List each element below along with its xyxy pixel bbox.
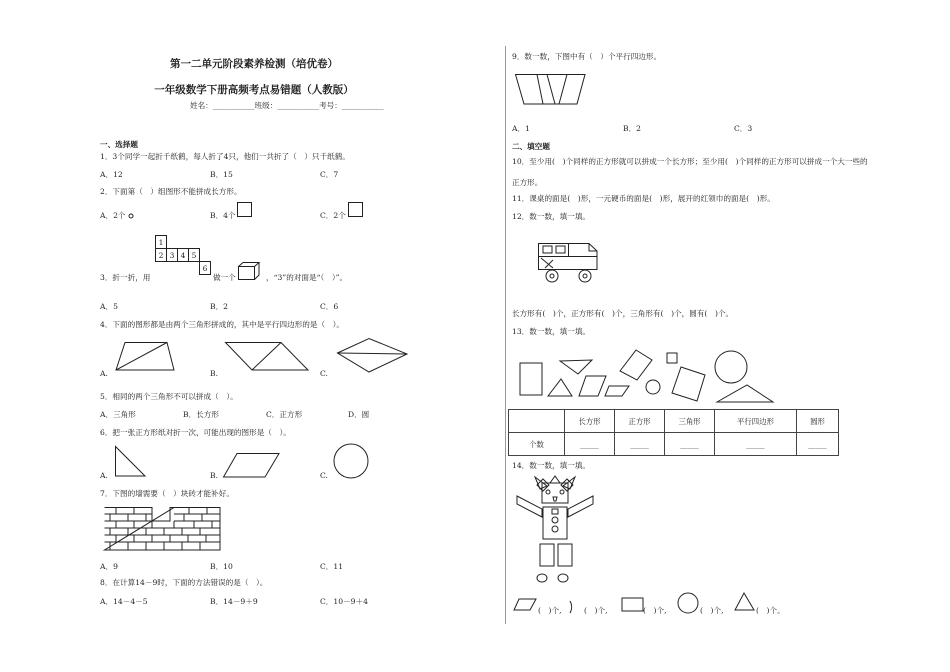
q6-option-c: C.: [320, 471, 328, 480]
q9-option-c: C．3: [734, 124, 753, 133]
q14-blank-triangle[interactable]: ( )个。: [756, 606, 785, 615]
brick-wall-figure: [104, 505, 222, 551]
q3-stem-c: ，“3”的对面是“（ ）”。: [266, 273, 348, 282]
table-row: [509, 433, 839, 456]
cube-net-figure: [155, 235, 215, 277]
q8-option-b: B．14－9＋9: [210, 597, 258, 606]
q5-option-c: C．正方形: [266, 410, 303, 419]
title-sub: 一年级数学下册高频考点易错题（人教版）: [154, 84, 354, 96]
shape-triangle: [717, 385, 773, 402]
small-circle-icon: [128, 212, 136, 220]
rectangle-icon: [621, 597, 645, 615]
section-fill: 二、填空题: [512, 142, 550, 151]
q10-line2: 正方形。: [512, 178, 543, 187]
truck-figure: [535, 240, 601, 286]
q1-option-c: C．7: [320, 170, 339, 179]
section-choice: 一、选择题: [100, 140, 138, 149]
shape-triangle: [548, 379, 572, 396]
q12-answer: 长方形有( )个，正方形有( )个，三角形有( )个，圆有( )个。: [512, 309, 734, 318]
q2-option-c: C．2个: [320, 211, 346, 220]
q7-stem: 7．下图的墙需要（ ）块砖才能补好。: [100, 489, 234, 498]
q7-option-a: A．9: [100, 562, 118, 571]
q8-stem: 8．在计算14－9时，下面的方法错误的是（ ）。: [100, 578, 268, 587]
cube-icon: [238, 262, 262, 280]
q13-stem: 13．数一数，填一填。: [512, 327, 591, 336]
q2-stem: 2．下面第（ ）组图形不能拼成长方形。: [100, 187, 242, 196]
q11-stem: 11．课桌的面是( )形，一元硬币的面是( )形，展开的红领巾的面是( )形。: [512, 194, 775, 203]
q3-option-c: C．6: [320, 302, 339, 311]
shape-robot-figure: [513, 474, 599, 586]
q8-option-c: C．10－9＋4: [320, 597, 368, 606]
q5-option-b: B．长方形: [183, 410, 219, 419]
circle-icon: [677, 592, 701, 616]
q6-option-b: B.: [210, 471, 218, 480]
q14-blank-rectangle[interactable]: ( )个,: [643, 606, 667, 615]
net-face-3: 3: [169, 251, 175, 260]
answer-blank[interactable]: _____: [715, 433, 797, 456]
table-header-row: [509, 410, 839, 433]
q4-shape-b: [225, 342, 309, 372]
q8-option-a: A．14－4－5: [100, 597, 148, 606]
q5-option-a: A．三角形: [100, 410, 136, 419]
net-face-6: 6: [202, 264, 208, 273]
table-header-cell: 平行四边形: [715, 410, 797, 433]
q9-stem: 9．数一数，下图中有（ ）个平行四边形。: [512, 52, 662, 61]
q3-stem-b: 做一个: [213, 273, 236, 282]
semicircle-icon: [569, 600, 583, 614]
q12-stem: 12．数一数，填一填。: [512, 212, 591, 221]
shape-parallelogram: [579, 376, 606, 396]
q3-stem-a: 3．折一折，用: [100, 273, 151, 282]
parallelogram-icon: [513, 598, 537, 612]
net-face-2: 2: [158, 251, 164, 260]
q14-stem: 14．数一数，填一填。: [512, 461, 591, 470]
shape-square: [667, 353, 677, 363]
square-icon: [348, 202, 364, 218]
table-header-cell: [509, 410, 565, 433]
shape-rectangle-tilted: [620, 350, 652, 380]
table-header-cell: 三角形: [665, 410, 715, 433]
shape-rectangle: [520, 363, 542, 395]
q1-option-a: A．12: [100, 170, 123, 179]
q13-shapes-figure: [516, 347, 776, 405]
answer-blank[interactable]: _____: [615, 433, 665, 456]
table-header-cell: 圆形: [796, 410, 838, 433]
q9-option-b: B．2: [623, 124, 642, 133]
net-face-1: 1: [158, 238, 164, 247]
table-header-cell: 正方形: [615, 410, 665, 433]
student-info: 姓名：___________班级：___________考号：___________: [190, 101, 384, 110]
q7-option-b: B．10: [210, 562, 233, 571]
answer-blank[interactable]: _____: [665, 433, 715, 456]
column-divider: [505, 46, 506, 624]
shape-circle: [715, 351, 747, 383]
q14-blank-semicircle[interactable]: ( )个,: [584, 606, 608, 615]
answer-blank[interactable]: _____: [565, 433, 615, 456]
row-label: 个数: [509, 433, 565, 456]
q5-stem: 5．相同的两个三角形不可以拼成（ ）。: [100, 392, 238, 401]
q6-parallelogram: [223, 453, 281, 479]
q4-option-b: B.: [210, 369, 218, 378]
q14-blank-parallelogram[interactable]: ( )个,: [538, 606, 562, 615]
q2-option-a: A．2个: [100, 211, 126, 220]
q6-triangle: [115, 446, 147, 478]
q14-blank-circle[interactable]: ( )个,: [700, 606, 724, 615]
q6-option-a: A.: [100, 471, 108, 480]
title-main: 第一二单元阶段素养检测（培优卷）: [170, 58, 338, 70]
q4-option-a: A.: [100, 369, 108, 378]
shape-triangle: [560, 360, 592, 374]
q6-circle: [333, 443, 371, 481]
q9-trapezoid-figure: [515, 74, 587, 106]
shape-square-tilted: [672, 367, 705, 401]
q13-count-table: [508, 409, 839, 456]
q7-option-c: C．11: [320, 562, 344, 571]
q10-line1: 10．至少用( )个同样的正方形就可以拼成一个长方形；至少用( )个同样的正方形可以拼成一个大一些的: [512, 157, 868, 166]
table-header-cell: 长方形: [565, 410, 615, 433]
net-face-5: 5: [191, 251, 197, 260]
triangle-icon: [734, 592, 756, 612]
q1-stem: 1．3个同学一起折千纸鹤，每人折了4只，他们一共折了（ ）只千纸鹤。: [100, 152, 350, 161]
shape-circle: [646, 380, 660, 394]
q1-option-b: B．15: [210, 170, 233, 179]
q2-option-b: B．4个: [210, 211, 236, 220]
square-icon: [237, 202, 253, 218]
q4-shape-a: [115, 342, 175, 372]
q4-option-c: C.: [320, 369, 328, 378]
net-face-4: 4: [180, 251, 186, 260]
q5-option-d: D．圆: [348, 410, 370, 419]
q3-option-a: A．5: [100, 302, 118, 311]
answer-blank[interactable]: _____: [796, 433, 838, 456]
q6-stem: 6．把一张正方形纸对折一次，可能出现的图形是（ ）。: [100, 428, 291, 437]
q4-stem: 4．下面的图形都是由两个三角形拼成的，其中是平行四边形的是（ ）。: [100, 320, 345, 329]
q4-shape-c: [337, 338, 409, 374]
shape-parallelogram: [605, 386, 629, 396]
q3-option-b: B．2: [210, 302, 229, 311]
q9-option-a: A．1: [512, 124, 530, 133]
